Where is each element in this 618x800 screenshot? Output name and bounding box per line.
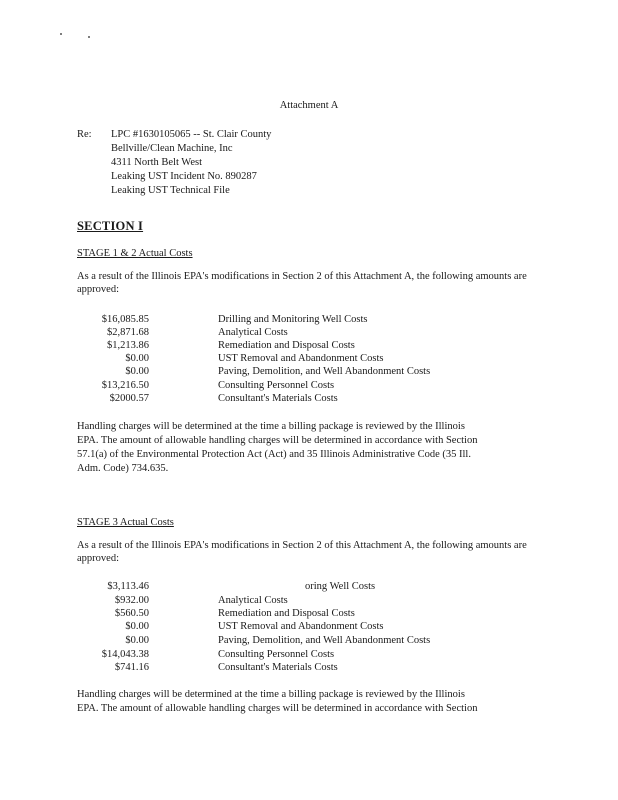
re-line: Bellville/Clean Machine, Inc — [111, 143, 233, 154]
stage3-handling-line: EPA. The amount of allowable handling charges will be determined in accordance with Section — [77, 703, 478, 714]
stage3-heading: STAGE 3 Actual Costs — [77, 517, 174, 528]
stage1-desc: Consulting Personnel Costs — [218, 380, 335, 391]
stage1-desc: Consultant's Materials Costs — [218, 393, 338, 404]
stage1-amount: $16,085.85 — [101, 314, 149, 325]
stage1-amount: $13,216.50 — [101, 380, 149, 391]
stage3-amount: $741.16 — [114, 662, 149, 673]
stage1-amount: $2,871.68 — [107, 327, 149, 338]
stage3-desc: Paving, Demolition, and Well Abandonment Costs — [218, 635, 431, 646]
stage3-amount: $932.00 — [114, 595, 149, 606]
stage1-handling-line: 57.1(a) of the Environmental Protection Act (Act) and 35 Illinois Administrative Code (35 Ill. — [77, 449, 471, 460]
stage1-desc: Drilling and Monitoring Well Costs — [218, 314, 368, 325]
stage3-desc: Analytical Costs — [218, 595, 288, 606]
scan-speck — [60, 33, 62, 35]
stage3-desc: Consultant's Materials Costs — [218, 662, 338, 673]
re-label: Re: — [77, 129, 92, 140]
stage1-desc: Paving, Demolition, and Well Abandonment Costs — [218, 366, 431, 377]
re-line: Leaking UST Incident No. 890287 — [111, 171, 257, 182]
stage3-desc: Consulting Personnel Costs — [218, 649, 335, 660]
stage3-handling-line: Handling charges will be determined at the time a billing package is reviewed by the Illinois — [77, 689, 465, 700]
stage3-amount: $560.50 — [114, 608, 149, 619]
stage1-desc: Remediation and Disposal Costs — [218, 340, 355, 351]
stage3-desc: Remediation and Disposal Costs — [218, 608, 355, 619]
stage1-intro: As a result of the Illinois EPA's modifications in Section 2 of this Attachment A, the following amounts are approved: — [77, 271, 527, 295]
stage1-handling-line: Handling charges will be determined at the time a billing package is reviewed by the Illinois — [77, 421, 465, 432]
section-heading: SECTION I — [77, 219, 144, 233]
stage3-desc: UST Removal and Abandonment Costs — [218, 621, 384, 632]
stage3-intro: As a result of the Illinois EPA's modifications in Section 2 of this Attachment A, the following amounts are approved: — [77, 540, 527, 564]
stage1-handling-line: Adm. Code) 734.635. — [77, 463, 169, 474]
re-line: 4311 North Belt West — [111, 157, 203, 168]
stage1-amount: $1,213.86 — [107, 340, 149, 351]
stage1-amount: $0.00 — [125, 366, 149, 377]
scan-speck — [88, 36, 90, 38]
stage1-heading: STAGE 1 & 2 Actual Costs — [77, 248, 193, 259]
stage3-desc: oring Well Costs — [305, 581, 376, 592]
page-title: Attachment A — [279, 100, 339, 111]
stage1-amount: $0.00 — [125, 353, 149, 364]
stage3-amount: $3,113.46 — [107, 581, 149, 592]
stage1-handling-line: EPA. The amount of allowable handling charges will be determined in accordance with Section — [77, 435, 478, 446]
stage3-amount: $14,043.38 — [101, 649, 149, 660]
stage3-amount: $0.00 — [125, 621, 149, 632]
re-line: LPC #1630105065 -- St. Clair County — [111, 129, 272, 140]
stage1-amount: $2000.57 — [109, 393, 149, 404]
re-line: Leaking UST Technical File — [111, 185, 230, 196]
stage1-desc: Analytical Costs — [218, 327, 288, 338]
stage3-amount: $0.00 — [125, 635, 149, 646]
stage1-desc: UST Removal and Abandonment Costs — [218, 353, 384, 364]
